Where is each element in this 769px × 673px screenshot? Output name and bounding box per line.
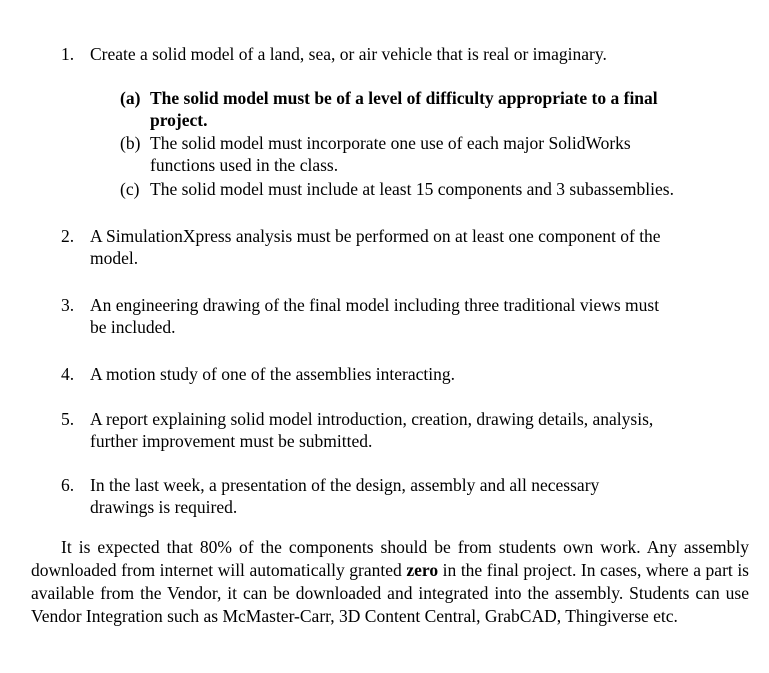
item-2-text-line-2: model.	[90, 248, 139, 268]
item-2-number: 2.	[61, 226, 75, 246]
subitem-c-text: The solid model must include at least 15 components and 3 subassemblies.	[150, 179, 674, 199]
subitem-a-text-line-2: project.	[150, 110, 208, 130]
subitem-b-text-line-2: functions used in the class.	[150, 155, 339, 175]
item-6-text-line-1: In the last week, a presentation of the design, assembly and all necessary	[90, 475, 600, 495]
closing-text-start: It is expected that 80% of the components should be from students own work. Any assembly downloaded from internet will automatically granted	[31, 537, 749, 580]
closing-text-end: in the final project. In cases, where a part is available from the Vendor, it can be downloaded and integrated into the assembly. Students can use Vendor Integration such as McMaster-Carr, 3D Content Central, GrabCAD, Thingiverse etc.	[31, 560, 749, 626]
item-3-number: 3.	[61, 295, 75, 315]
item-2-text-line-1: A SimulationXpress analysis must be performed on at least one component of the	[90, 226, 661, 246]
subitem-a-text-line-1: The solid model must be of a level of difficulty appropriate to a final	[150, 88, 658, 108]
item-3-text-line-1: An engineering drawing of the final model including three traditional views must	[90, 295, 660, 315]
item-6-number: 6.	[61, 475, 75, 495]
subitem-a-label: (a)	[120, 88, 141, 108]
item-5-text-line-2: further improvement must be submitted.	[90, 431, 373, 451]
closing-paragraph	[31, 536, 749, 628]
item-5-text-line-1: A report explaining solid model introduction, creation, drawing details, analysis,	[90, 409, 654, 429]
item-1-number: 1.	[61, 44, 75, 64]
item-6-text-line-2: drawings is required.	[90, 497, 238, 517]
item-3-text-line-2: be included.	[90, 317, 176, 337]
closing-paragraph-text	[31, 536, 749, 628]
subitem-b-text-line-1: The solid model must incorporate one use of each major SolidWorks	[150, 133, 631, 153]
item-4-text: A motion study of one of the assemblies interacting.	[90, 364, 456, 384]
zero-emphasis: zero	[406, 560, 439, 580]
item-4-number: 4.	[61, 364, 75, 384]
subitem-c-label: (c)	[120, 179, 140, 199]
item-1-text: Create a solid model of a land, sea, or air vehicle that is real or imaginary.	[90, 44, 607, 64]
item-5-number: 5.	[61, 409, 75, 429]
subitem-b-label: (b)	[120, 133, 141, 153]
